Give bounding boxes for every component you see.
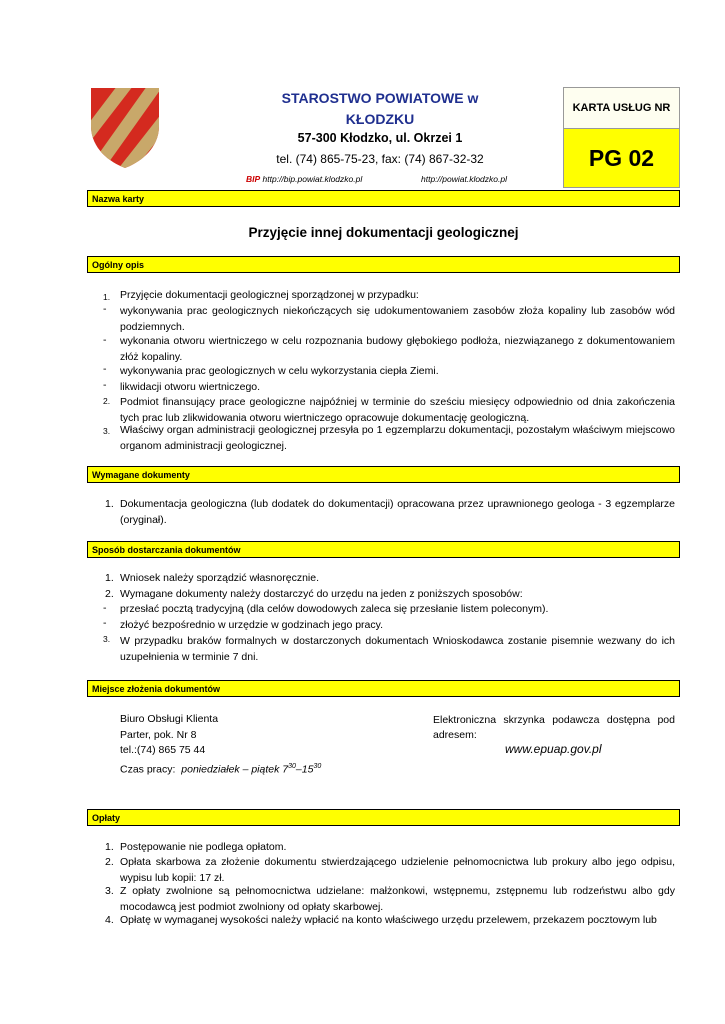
hours-end-min: 30 bbox=[313, 763, 322, 770]
section-bar-wymagane: Wymagane dokumenty bbox=[87, 466, 680, 483]
coat-of-arms-logo bbox=[89, 86, 161, 170]
office-name: Biuro Obsługi Klienta bbox=[120, 713, 219, 725]
list-marker: 4. bbox=[105, 914, 114, 926]
list-marker: 1. bbox=[103, 292, 111, 302]
section-bar-nazwa: Nazwa karty bbox=[87, 190, 680, 207]
hours-days: poniedziałek – piątek 7 bbox=[181, 763, 289, 776]
list-marker: - bbox=[103, 379, 107, 391]
list-item: Przyjęcie dokumentacji geologicznej sporządzonej w przypadku: bbox=[120, 289, 419, 301]
site-link[interactable]: http://powiat.klodzko.pl bbox=[421, 174, 507, 184]
section-bar-miejsce: Miejsce złożenia dokumentów bbox=[87, 680, 680, 697]
epuap-link[interactable]: www.epuap.gov.pl bbox=[505, 742, 602, 756]
list-marker: - bbox=[103, 602, 107, 614]
list-marker: 1. bbox=[105, 841, 114, 853]
list-item: wykonania otworu wiertniczego w celu rozpoznania budowy głębokiego podłoża, niezwiązanego z dokumentowaniem złóż kopaliny. bbox=[120, 335, 675, 363]
list-item: W przypadku braków formalnych w dostarczonych dokumentach Wnioskodawca zostanie pisemnie wezwany do ich uzupełnienia w terminie 7 dni. bbox=[120, 635, 675, 663]
header-links bbox=[246, 174, 507, 184]
list-marker: 3. bbox=[105, 885, 114, 897]
org-phone: tel. (74) 865-75-23, fax: (74) 867-32-32 bbox=[276, 152, 484, 166]
list-marker: 2. bbox=[105, 588, 114, 600]
list-item: Opłatę w wymaganej wysokości należy wpłacić na konto właściwego urzędu przelewem, przekazem pocztowym lub bbox=[120, 914, 657, 926]
section-bar-sposob: Sposób dostarczania dokumentów bbox=[87, 541, 680, 558]
hours-start-min: 30 bbox=[288, 763, 296, 770]
card-number-box bbox=[563, 87, 680, 188]
electronic-box-text: Elektroniczna skrzynka podawcza dostępna pod adresem: bbox=[433, 714, 675, 741]
list-item: Podmiot finansujący prace geologiczne najpóźniej w terminie do sześciu miesięcy odpowiednio od dnia zakończenia tych prac lub zlikwidowania otworu wiertniczego opracowuje dokumentację geologiczną. bbox=[120, 396, 675, 424]
list-item: likwidacji otworu wiertniczego. bbox=[120, 381, 261, 393]
list-item: Wymagane dokumenty należy dostarczyć do urzędu na jeden z poniższych sposobów: bbox=[120, 588, 523, 600]
list-item: Postępowanie nie podlega opłatom. bbox=[120, 841, 287, 853]
list-marker: 3. bbox=[103, 426, 111, 436]
list-item: wykonywania prac geologicznych niekończących się udokumentowaniem zasobów złoża kopaliny lub zasobów wód podziemnych. bbox=[120, 305, 675, 333]
org-name-line1: STAROSTWO POWIATOWE w bbox=[281, 90, 479, 106]
card-label: KARTA USŁUG NR bbox=[564, 88, 679, 129]
bip-label: BIP bbox=[246, 174, 261, 184]
list-item: Wniosek należy sporządzić własnoręcznie. bbox=[120, 572, 320, 584]
list-marker: - bbox=[103, 334, 107, 346]
list-marker: - bbox=[103, 617, 107, 629]
list-marker: - bbox=[103, 303, 107, 315]
office-room: Parter, pok. Nr 8 bbox=[120, 729, 197, 741]
section-bar-opis: Ogólny opis bbox=[87, 256, 680, 273]
card-title: Przyjęcie innej dokumentacji geologicznej bbox=[248, 225, 519, 240]
org-address: 57-300 Kłodzko, ul. Okrzei 1 bbox=[297, 131, 463, 145]
list-item: Właściwy organ administracji geologicznej przesyła po 1 egzemplarzu dokumentacji, pozostałym właściwym miejscowo organom administracji geologicznej. bbox=[120, 424, 675, 452]
list-marker: 3. bbox=[103, 634, 111, 644]
list-item: przesłać pocztą tradycyjną (dla celów dowodowych zaleca się przesłanie listem poleconym). bbox=[120, 603, 549, 615]
office-hours bbox=[120, 759, 321, 778]
card-number: PG 02 bbox=[564, 129, 679, 187]
list-marker: 1. bbox=[105, 498, 114, 510]
hours-label: Czas pracy: bbox=[120, 763, 176, 776]
office-phone: tel.:(74) 865 75 44 bbox=[120, 744, 206, 756]
list-item: Opłata skarbowa za złożenie dokumentu stwierdzającego udzielenie pełnomocnictwa lub prokury albo jego odpisu, wypisu lub kopii: 17 zł. bbox=[120, 856, 675, 884]
section-bar-oplaty: Opłaty bbox=[87, 809, 680, 826]
list-marker: 2. bbox=[103, 396, 111, 406]
list-item: wykonywania prac geologicznych w celu wykorzystania ciepła Ziemi. bbox=[120, 365, 439, 377]
list-marker: 2. bbox=[105, 856, 114, 868]
list-item: Dokumentacja geologiczna (lub dodatek do dokumentacji) opracowana przez uprawnionego geologa - 3 egzemplarze (oryginał). bbox=[120, 498, 675, 526]
org-name-line2: KŁODZKU bbox=[345, 111, 415, 127]
list-item: Z opłaty zwolnione są pełnomocnictwa udzielane: małżonkowi, wstępnemu, zstępnemu lub rodzeństwu albo gdy mocodawcą jest podmiot zwolniony od opłaty skarbowej. bbox=[120, 885, 675, 913]
list-marker: - bbox=[103, 363, 107, 375]
list-marker: 1. bbox=[105, 572, 114, 584]
bip-link[interactable]: http://bip.powiat.klodzko.pl bbox=[262, 174, 363, 184]
hours-dash: –15 bbox=[295, 763, 314, 776]
list-item: złożyć bezpośrednio w urzędzie w godzinach jego pracy. bbox=[120, 619, 384, 631]
